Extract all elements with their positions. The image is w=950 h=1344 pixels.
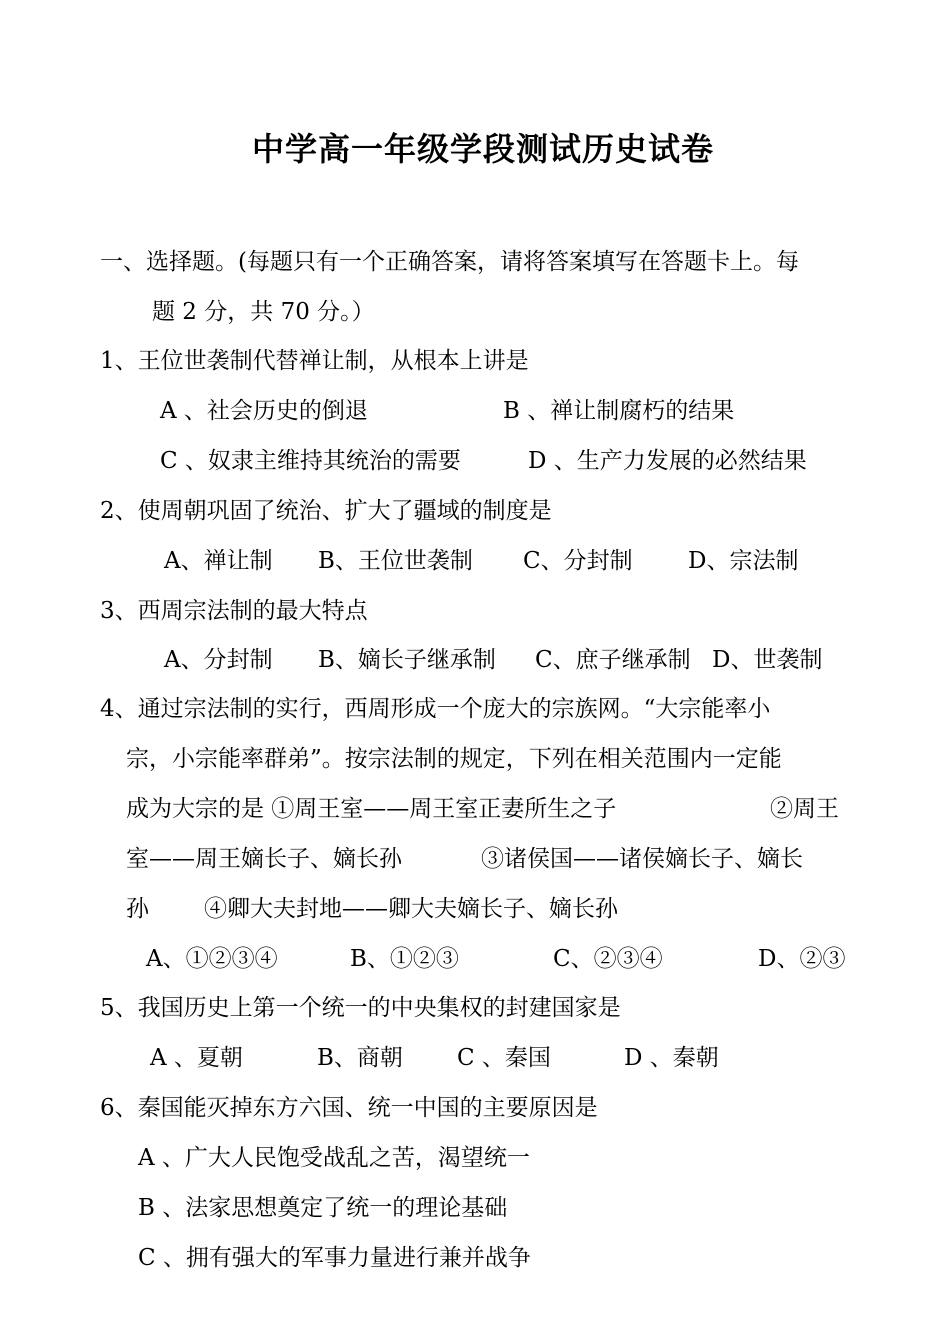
question-6-option-c: C 、拥有强大的军事力量进行兼并战争 — [138, 1245, 531, 1271]
question-3-option-d: D、世袭制 — [712, 647, 823, 673]
question-6-stem: 6、秦国能灭掉东方六国、统一中国的主要原因是 — [100, 1095, 598, 1121]
question-6-option-b: B 、法家思想奠定了统一的理论基础 — [138, 1195, 508, 1221]
question-3-stem: 3、西周宗法制的最大特点 — [100, 598, 368, 624]
question-3-option-a: A、分封制 — [164, 647, 273, 673]
question-3-option-c: C、庶子继承制 — [535, 647, 691, 673]
question-4-stem-line5: 孙 — [126, 896, 149, 922]
question-1-stem: 1、王位世袭制代替禅让制，从根本上讲是 — [100, 348, 529, 374]
question-2-option-c: C、分封制 — [523, 548, 633, 574]
question-1-option-b: B 、禅让制腐朽的结果 — [503, 398, 735, 424]
question-2-option-d: D、宗法制 — [688, 548, 799, 574]
question-4-option-b: B、①②③ — [350, 946, 459, 972]
question-2-option-b: B、王位世袭制 — [318, 548, 473, 574]
section-heading-line2: 题 2 分，共 70 分。） — [152, 299, 375, 325]
question-4-option-c: C、②③④ — [553, 946, 663, 972]
question-2-option-a: A、禅让制 — [164, 548, 273, 574]
question-4-stem-line5-tail: ④卿大夫封地——卿大夫嫡长子、嫡长孙 — [204, 896, 618, 922]
question-5-option-d: D 、秦朝 — [624, 1045, 719, 1071]
question-4-stem-line3: 成为大宗的是 ①周王室——周王室正妻所生之子 — [126, 796, 617, 822]
question-1-option-c: C 、奴隶主维持其统治的需要 — [160, 448, 461, 474]
question-6-option-a: A 、广大人民饱受战乱之苦，渴望统一 — [138, 1145, 530, 1171]
question-3-option-b: B、嫡长子继承制 — [318, 647, 496, 673]
question-4-stem-line1: 4、通过宗法制的实行，西周形成一个庞大的宗族网。“大宗能率小 — [100, 696, 771, 722]
question-4-option-d: D、②③ — [758, 946, 846, 972]
question-1-option-a: A 、社会历史的倒退 — [160, 398, 368, 424]
question-5-option-c: C 、秦国 — [457, 1045, 551, 1071]
question-5-stem: 5、我国历史上第一个统一的中央集权的封建国家是 — [100, 995, 621, 1021]
question-4-stem-line3-tail: ②周王 — [770, 796, 839, 822]
question-4-stem-line2: 宗，小宗能率群弟”。按宗法制的规定，下列在相关范围内一定能 — [126, 746, 782, 772]
question-4-stem-line4-tail: ③诸侯国——诸侯嫡长子、嫡长 — [481, 846, 803, 872]
section-heading-line1: 一、选择题。(每题只有一个正确答案，请将答案填写在答题卡上。每 — [100, 249, 799, 275]
question-4-stem-line4: 室——周王嫡长子、嫡长孙 — [126, 846, 402, 872]
question-5-option-b: B、商朝 — [317, 1045, 403, 1071]
question-4-option-a: A、①②③④ — [146, 946, 278, 972]
page-title: 中学高一年级学段测试历史试卷 — [251, 130, 714, 168]
question-1-option-d: D 、生产力发展的必然结果 — [528, 448, 807, 474]
question-2-stem: 2、使周朝巩固了统治、扩大了疆域的制度是 — [100, 498, 552, 524]
question-5-option-a: A 、夏朝 — [150, 1045, 243, 1071]
